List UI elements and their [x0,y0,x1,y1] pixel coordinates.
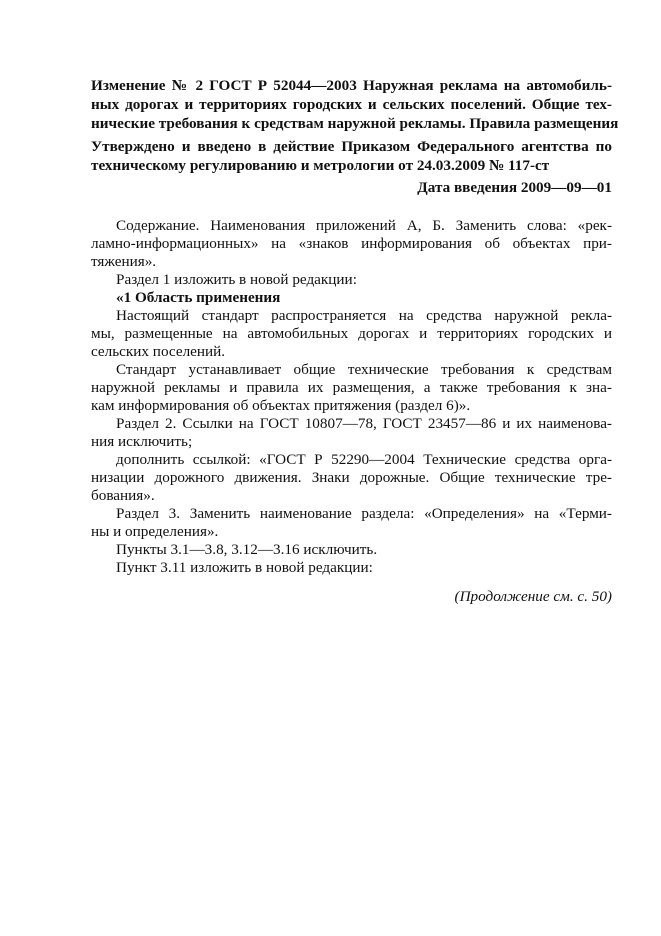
body-line: тяжения». [91,253,157,270]
body-line: низации дорожного движения. Знаки дорожные. Общие технические тре- [91,469,612,486]
body-line: Пункт 3.11 изложить в новой редакции: [116,559,373,576]
body-line: наружной рекламы и правила их размещения, а также требования к зна- [91,379,612,396]
body-line: Пункты 3.1—3.8, 3.12—3.16 исключить. [116,541,378,558]
body-line: Настоящий стандарт распространяется на средства наружной рекла- [116,307,612,324]
amendment-title [91,76,619,133]
approval-line: Утверждено и введено в действие Приказом Федерального агентства по [91,138,612,155]
amendment-body [91,217,612,577]
body-line: Раздел 2. Ссылки на ГОСТ 10807—78, ГОСТ 23457—86 и их наименова- [116,415,612,432]
title-line: нические требования к средствам наружной рекламы. Правила размещения [91,115,619,132]
title-line: ных дорогах и территориях городских и сельских поселений. Общие тех- [91,96,612,113]
body-line: сельских поселений. [91,343,226,360]
body-line: ния исключить; [91,433,193,450]
body-line: Стандарт устанавливает общие технические требования к средствам [116,361,612,378]
body-line: кам информирования об объектах притяжения (раздел 6)». [91,397,471,414]
body-line: Содержание. Наименования приложений А, Б. Заменить слова: «рек- [116,217,612,234]
body-line: Раздел 3. Заменить наименование раздела: «Определения» на «Терми- [116,505,612,522]
body-line: мы, размещенные на автомобильных дорогах и территориях городских и [91,325,612,342]
approval-statement [91,137,612,175]
body-line: бования». [91,487,155,504]
title-line: Изменение № 2 ГОСТ Р 52044—2003 Наружная реклама на автомобиль- [91,77,612,94]
section-heading: «1 Область применения [116,289,281,306]
document-page [91,76,619,606]
body-line: Раздел 1 изложить в новой редакции: [116,271,357,288]
body-line: дополнить ссылкой: «ГОСТ Р 52290—2004 Технические средства орга- [116,451,612,468]
approval-line: техническому регулированию и метрологии от 24.03.2009 № 117-ст [91,157,550,174]
continuation-note: (Продолжение см. с. 50) [454,588,612,605]
body-line: ны и определения». [91,523,219,540]
body-line: ламно-информационных» на «знаков информирования об объектах при- [91,235,612,252]
effective-date: Дата введения 2009—09—01 [417,179,612,196]
